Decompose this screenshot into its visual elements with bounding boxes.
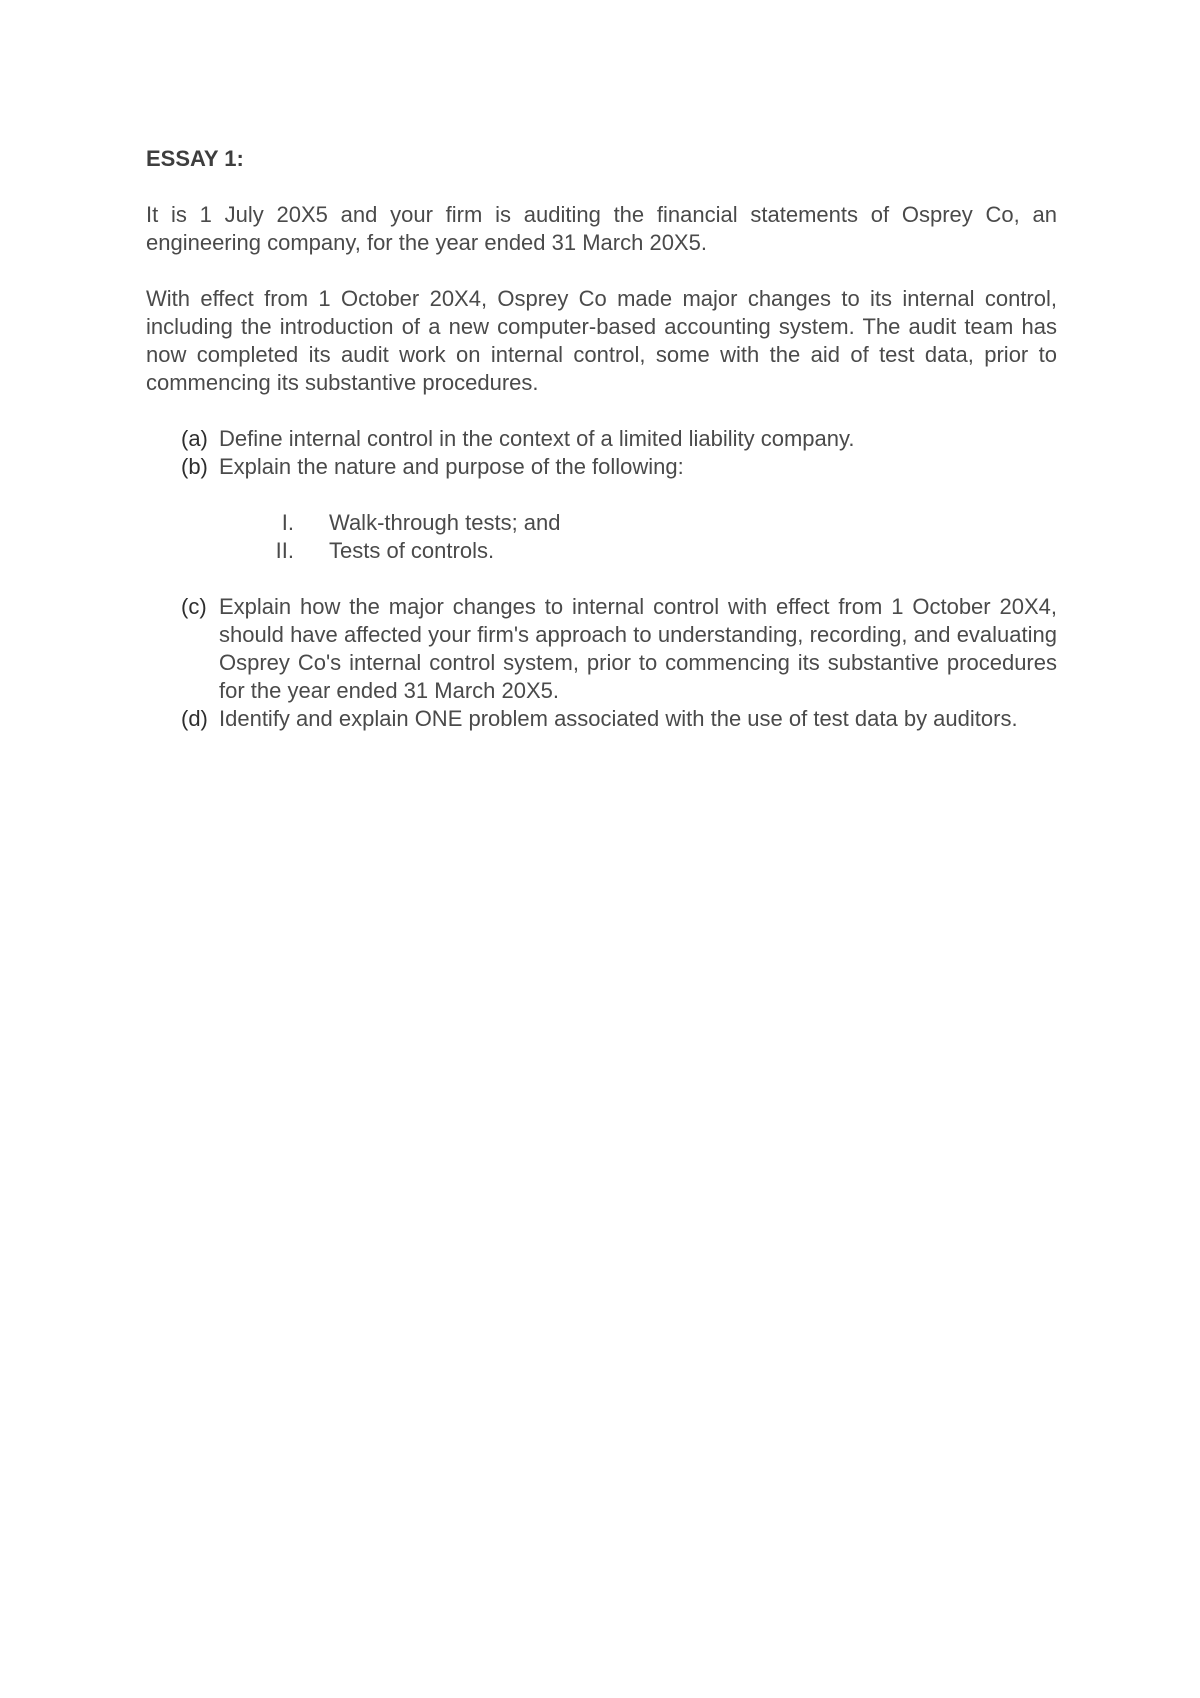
sublist-item-label: I. [281,510,294,535]
question-c-text: Explain how the major changes to internal control with effect from 1 October 20X4, should have affected your firm's approach to understanding, recording, and evaluating Osprey Co's internal control system, prior to commencing its substantive procedures for the year ended 31 March 20X5. [219,594,1057,703]
question-c-label: (c) [181,594,207,619]
question-b-label: (b) [181,454,208,479]
question-d-text: Identify and explain ONE problem associated with the use of test data by auditors. [219,706,1018,731]
question-b [181,453,1057,481]
question-d-label: (d) [181,706,208,731]
question-c [181,593,1057,705]
sublist-item-label: II. [275,538,294,563]
sublist-item [146,509,1057,537]
essay-title: ESSAY 1: [146,146,244,171]
question-a [181,425,1057,453]
sublist-item-text: Tests of controls. [329,538,495,563]
context-paragraph: With effect from 1 October 20X4, Osprey Co made major changes to its internal control, including the introduction of a new computer-based accounting system. The audit team has now completed its audit work on internal control, some with the aid of test data, prior to commencing its substantive procedures. [146,286,1057,395]
question-d [181,705,1057,733]
question-b-sublist [146,509,1057,565]
sublist-item-text: Walk-through tests; and [329,510,561,535]
question-b-text: Explain the nature and purpose of the following: [219,454,684,479]
sublist-item [146,537,1057,565]
intro-paragraph: It is 1 July 20X5 and your firm is auditing the financial statements of Osprey Co, an engineering company, for the year ended 31 March 20X5. [146,202,1057,255]
question-a-text: Define internal control in the context of a limited liability company. [219,426,855,451]
document-page [146,145,1057,733]
question-a-label: (a) [181,426,208,451]
